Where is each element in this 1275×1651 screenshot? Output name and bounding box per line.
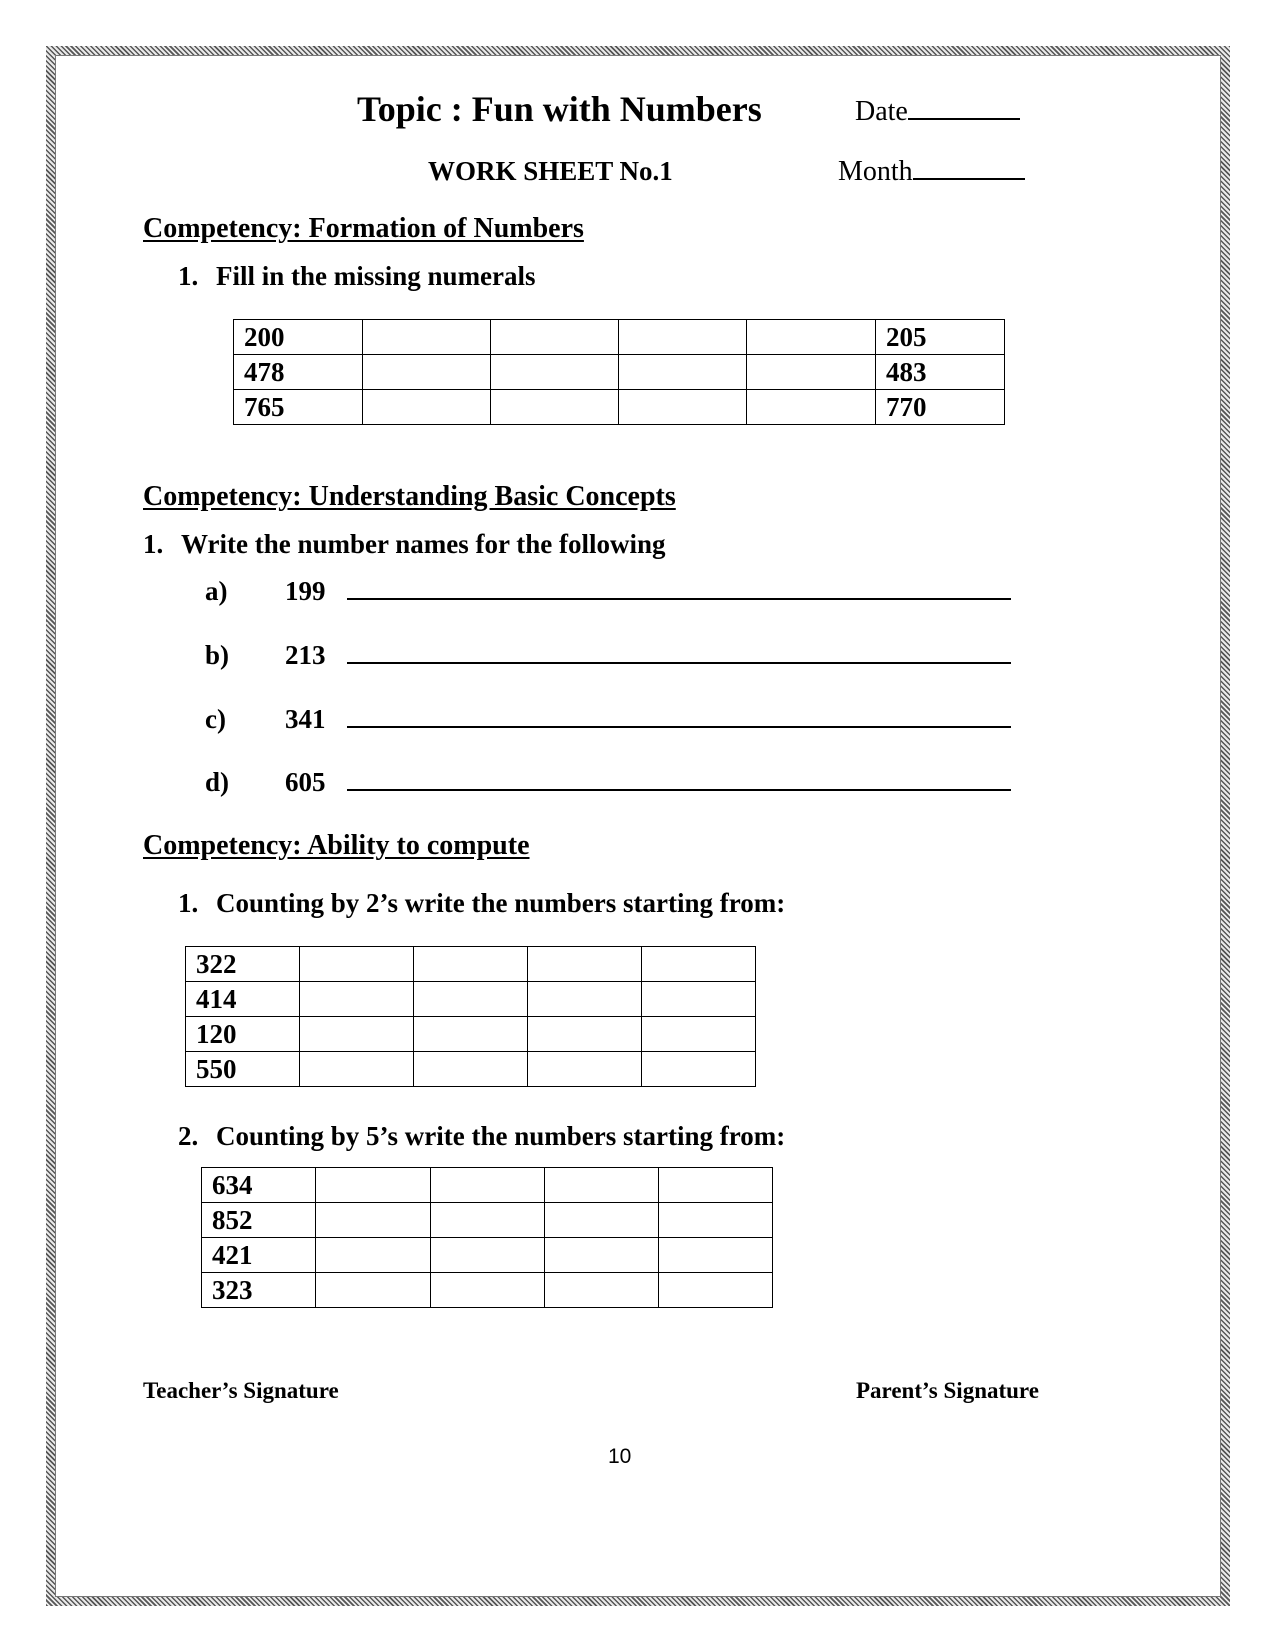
table-cell-end: 205 xyxy=(876,320,1005,355)
number-name-item-d: d) 605 xyxy=(205,767,1011,798)
table-cell-start: 634 xyxy=(202,1168,316,1203)
teacher-signature-label: Teacher’s Signature xyxy=(143,1378,339,1403)
number-name-item-a: a) 199 xyxy=(205,576,1011,607)
table-cell-blank[interactable] xyxy=(545,1238,659,1273)
table-cell-start: 765 xyxy=(234,390,363,425)
table-cell-blank[interactable] xyxy=(545,1273,659,1308)
table-cell-blank[interactable] xyxy=(316,1168,431,1203)
table-cell-blank[interactable] xyxy=(619,390,747,425)
answer-line[interactable] xyxy=(347,789,1011,791)
table-cell-blank[interactable] xyxy=(747,390,876,425)
table-cell-blank[interactable] xyxy=(316,1273,431,1308)
competency-heading-formation: Competency: Formation of Numbers xyxy=(143,213,584,244)
table-cell-blank[interactable] xyxy=(491,390,619,425)
month-label: Month xyxy=(838,156,913,187)
question-counting-by-5: 2. Counting by 5’s write the numbers starting from: xyxy=(178,1121,786,1151)
counting-by-2-table xyxy=(185,946,756,1087)
month-field xyxy=(838,156,1025,188)
question-counting-by-2: 1. Counting by 2’s write the numbers starting from: xyxy=(178,888,786,918)
table-cell-blank[interactable] xyxy=(300,1017,414,1052)
table-row xyxy=(186,982,756,1017)
table-cell-blank[interactable] xyxy=(659,1238,773,1273)
table-cell-blank[interactable] xyxy=(316,1203,431,1238)
table-cell-blank[interactable] xyxy=(414,1017,528,1052)
date-blank[interactable] xyxy=(908,118,1020,120)
table-cell-start: 421 xyxy=(202,1238,316,1273)
competency-heading-compute: Competency: Ability to compute xyxy=(143,830,530,861)
table-cell-blank[interactable] xyxy=(491,320,619,355)
table-cell-blank[interactable] xyxy=(300,1052,414,1087)
page-number: 10 xyxy=(608,1445,632,1468)
table-cell-start: 478 xyxy=(234,355,363,390)
table-cell-blank[interactable] xyxy=(491,355,619,390)
table-cell-blank[interactable] xyxy=(414,982,528,1017)
table-row xyxy=(202,1168,773,1203)
table-cell-start: 200 xyxy=(234,320,363,355)
question-fill-missing: 1. Fill in the missing numerals xyxy=(178,261,536,291)
table-row xyxy=(202,1203,773,1238)
table-row xyxy=(202,1273,773,1308)
table-cell-blank[interactable] xyxy=(431,1203,545,1238)
number-name-item-b: b) 213 xyxy=(205,640,1011,671)
table-cell-blank[interactable] xyxy=(528,1017,642,1052)
table-cell-blank[interactable] xyxy=(316,1238,431,1273)
table-row xyxy=(186,1017,756,1052)
table-cell-start: 323 xyxy=(202,1273,316,1308)
month-blank[interactable] xyxy=(913,178,1025,180)
answer-line[interactable] xyxy=(347,598,1011,600)
table-cell-blank[interactable] xyxy=(431,1273,545,1308)
table-cell-start: 550 xyxy=(186,1052,300,1087)
table-cell-blank[interactable] xyxy=(363,355,491,390)
table-cell-blank[interactable] xyxy=(363,320,491,355)
table-cell-blank[interactable] xyxy=(545,1168,659,1203)
table-cell-blank[interactable] xyxy=(659,1203,773,1238)
table-cell-blank[interactable] xyxy=(642,947,756,982)
number-name-item-c: c) 341 xyxy=(205,704,1011,735)
table-cell-start: 414 xyxy=(186,982,300,1017)
answer-line[interactable] xyxy=(347,662,1011,664)
table-cell-start: 120 xyxy=(186,1017,300,1052)
answer-line[interactable] xyxy=(347,726,1011,728)
competency-heading-concepts: Competency: Understanding Basic Concepts xyxy=(143,481,676,512)
table-cell-end: 483 xyxy=(876,355,1005,390)
table-cell-end: 770 xyxy=(876,390,1005,425)
table-cell-blank[interactable] xyxy=(659,1273,773,1308)
date-label: Date xyxy=(855,96,908,127)
table-cell-blank[interactable] xyxy=(619,355,747,390)
table-cell-blank[interactable] xyxy=(300,947,414,982)
table-cell-blank[interactable] xyxy=(747,355,876,390)
counting-by-5-table xyxy=(201,1167,773,1308)
table-cell-blank[interactable] xyxy=(528,1052,642,1087)
table-cell-blank[interactable] xyxy=(431,1238,545,1273)
table-cell-blank[interactable] xyxy=(659,1168,773,1203)
table-cell-blank[interactable] xyxy=(642,1052,756,1087)
table-cell-start: 322 xyxy=(186,947,300,982)
table-cell-blank[interactable] xyxy=(642,1017,756,1052)
table-row xyxy=(234,320,1005,355)
worksheet-number: WORK SHEET No.1 xyxy=(428,156,673,186)
table-cell-blank[interactable] xyxy=(431,1168,545,1203)
table-cell-blank[interactable] xyxy=(414,947,528,982)
table-row xyxy=(186,947,756,982)
table-cell-blank[interactable] xyxy=(363,390,491,425)
table-row xyxy=(202,1238,773,1273)
table-cell-blank[interactable] xyxy=(619,320,747,355)
table-row xyxy=(186,1052,756,1087)
worksheet-title: Topic : Fun with Numbers xyxy=(357,89,762,129)
missing-numerals-table xyxy=(233,319,1005,425)
table-cell-blank[interactable] xyxy=(414,1052,528,1087)
table-cell-start: 852 xyxy=(202,1203,316,1238)
date-field xyxy=(855,96,1020,128)
table-cell-blank[interactable] xyxy=(747,320,876,355)
table-row xyxy=(234,390,1005,425)
table-cell-blank[interactable] xyxy=(545,1203,659,1238)
parent-signature-label: Parent’s Signature xyxy=(856,1378,1039,1403)
question-number-names: 1. Write the number names for the following xyxy=(143,529,666,559)
table-row xyxy=(234,355,1005,390)
table-cell-blank[interactable] xyxy=(528,982,642,1017)
table-cell-blank[interactable] xyxy=(528,947,642,982)
table-cell-blank[interactable] xyxy=(642,982,756,1017)
table-cell-blank[interactable] xyxy=(300,982,414,1017)
